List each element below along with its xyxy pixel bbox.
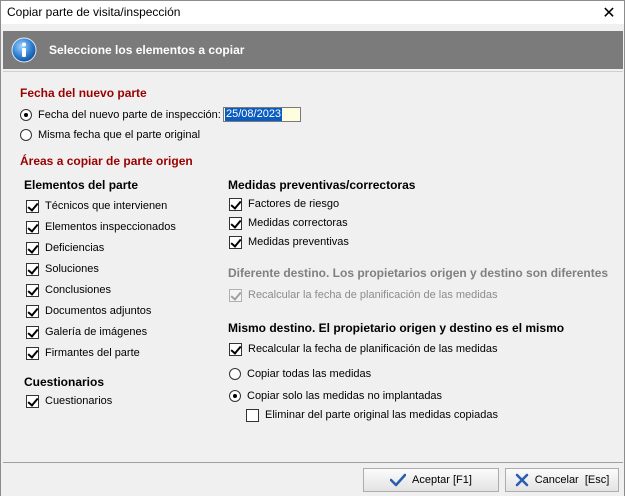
radio-same-date-label: Misma fecha que el parte original <box>38 129 201 141</box>
checkbox-soluciones[interactable] <box>26 261 99 277</box>
dialog-header <box>3 31 623 69</box>
checkbox-firmantes[interactable] <box>26 345 140 361</box>
radio-same-date[interactable] <box>20 127 200 143</box>
accept-button-label: Aceptar [F1] <box>412 474 472 486</box>
checkbox-label: Cuestionarios <box>45 395 113 407</box>
checkbox-eliminar-copiadas[interactable] <box>246 407 498 423</box>
checkbox-recalcular-diferente <box>229 287 497 303</box>
cancel-button[interactable] <box>505 468 619 492</box>
info-icon <box>11 37 37 63</box>
checkbox[interactable] <box>26 221 39 234</box>
radio-new-date-label: Fecha del nuevo parte de inspección: <box>38 109 221 121</box>
header-text: Seleccione los elementos a copiar <box>49 43 245 57</box>
checkbox-elementos-inspeccionados[interactable] <box>26 219 176 235</box>
checkbox[interactable] <box>26 284 39 297</box>
date-field-value: 25/08/2023 <box>226 108 282 120</box>
checkbox[interactable] <box>229 236 242 249</box>
checkbox-label: Recalcular la fecha de planificación de las medidas <box>248 343 498 355</box>
checkbox[interactable] <box>229 198 242 211</box>
radio-copiar-todas[interactable] <box>229 366 371 382</box>
title-bar <box>1 1 624 24</box>
radio-button[interactable] <box>20 129 32 141</box>
checkbox[interactable] <box>26 200 39 213</box>
checkbox[interactable] <box>229 343 242 356</box>
checkbox-cuestionarios[interactable] <box>26 393 112 409</box>
checkbox-label: Técnicos que intervienen <box>45 200 168 212</box>
checkbox-tecnicos[interactable] <box>26 198 167 214</box>
checkbox[interactable] <box>26 305 39 318</box>
date-field[interactable] <box>223 107 301 122</box>
radio-button[interactable] <box>20 109 32 121</box>
section-title-fecha: Fecha del nuevo parte <box>20 86 147 100</box>
checkbox-label: Galería de imágenes <box>45 326 148 338</box>
checkbox[interactable] <box>26 347 39 360</box>
radio-copiar-no-implantadas[interactable] <box>229 388 442 404</box>
group-title-cuestionarios: Cuestionarios <box>24 375 105 389</box>
checkbox-medidas-correctoras[interactable] <box>229 215 348 231</box>
checkbox-label: Medidas correctoras <box>248 217 348 229</box>
checkbox-label: Deficiencias <box>45 242 105 254</box>
radio-label: Copiar solo las medidas no implantadas <box>247 390 443 402</box>
checkbox-label: Eliminar del parte original las medidas copiadas <box>265 409 498 421</box>
checkmark-icon <box>390 473 406 487</box>
checkbox-conclusiones[interactable] <box>26 282 111 298</box>
group-title-elementos: Elementos del parte <box>24 178 139 192</box>
radio-label: Copiar todas las medidas <box>247 368 372 380</box>
checkbox-label: Conclusiones <box>45 284 112 296</box>
radio-button[interactable] <box>229 390 241 402</box>
checkbox-label: Firmantes del parte <box>45 347 140 359</box>
checkbox[interactable] <box>26 242 39 255</box>
group-title-diferente-destino: Diferente destino. Los propietarios origen y destino son diferentes <box>228 266 609 280</box>
group-title-medidas: Medidas preventivas/correctoras <box>228 178 416 192</box>
radio-new-date[interactable] <box>20 107 221 123</box>
cross-icon <box>515 473 529 487</box>
window-title: Copiar parte de visita/inspección <box>7 5 181 19</box>
cancel-button-label: Cancelar [Esc] <box>534 474 610 486</box>
checkbox-medidas-preventivas[interactable] <box>229 234 349 250</box>
checkbox-label: Recalcular la fecha de planificación de las medidas <box>248 289 498 301</box>
dialog-footer <box>1 465 624 496</box>
checkbox-deficiencias[interactable] <box>26 240 104 256</box>
checkbox-label: Elementos inspeccionados <box>45 221 176 233</box>
checkbox[interactable] <box>26 263 39 276</box>
checkbox-label: Medidas preventivas <box>248 236 349 248</box>
checkbox[interactable] <box>246 409 259 422</box>
checkbox-recalcular-mismo[interactable] <box>229 341 497 357</box>
checkbox-label: Factores de riesgo <box>248 198 340 210</box>
checkbox[interactable] <box>26 326 39 339</box>
checkbox[interactable] <box>26 395 39 408</box>
close-icon[interactable]: ✕ <box>602 4 616 22</box>
checkbox-label: Soluciones <box>45 263 99 275</box>
checkbox <box>229 289 242 302</box>
radio-button[interactable] <box>229 368 241 380</box>
checkbox-label: Documentos adjuntos <box>45 305 152 317</box>
checkbox-documentos[interactable] <box>26 303 151 319</box>
group-title-mismo-destino: Mismo destino. El propietario origen y destino es el mismo <box>228 321 565 335</box>
checkbox[interactable] <box>229 217 242 230</box>
checkbox-galeria[interactable] <box>26 324 147 340</box>
accept-button[interactable] <box>363 468 499 492</box>
section-title-areas: Áreas a copiar de parte origen <box>20 154 193 168</box>
checkbox-factores-riesgo[interactable] <box>229 196 339 212</box>
